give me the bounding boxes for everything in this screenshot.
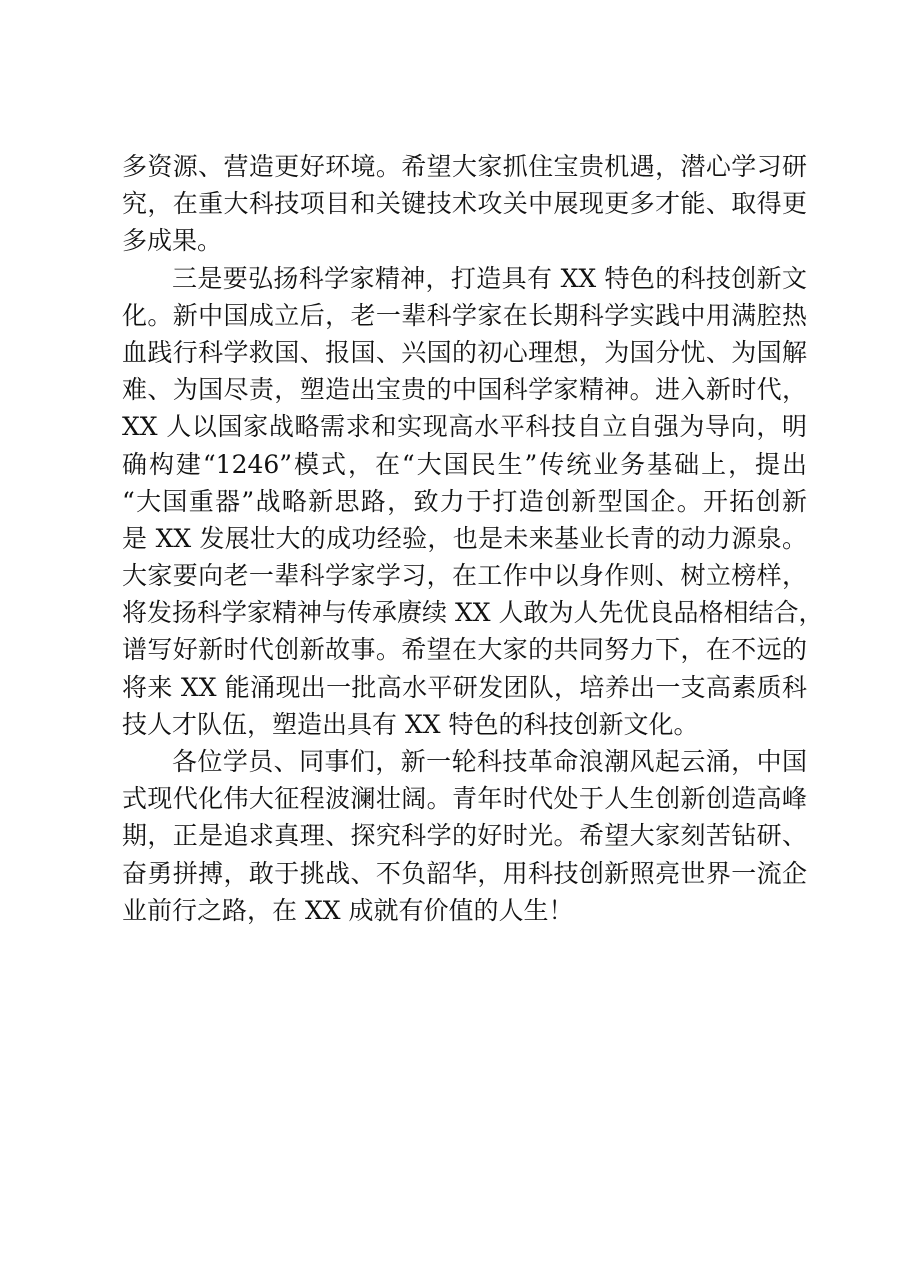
- text-line: 谱写好新时代创新故事。希望在大家的共同努力下，在不远的: [122, 635, 807, 665]
- text-line: 技人才队伍，塑造出具有 XX 特色的科技创新文化。: [122, 709, 699, 739]
- text-line: 确构建“1246”模式，在“大国民生”传统业务基础上，提出: [122, 449, 807, 479]
- text-line: 将来 XX 能涌现出一批高水平研发团队，培养出一支高素质科: [122, 672, 807, 702]
- text-line: 业前行之路，在 XX 成就有价值的人生！: [122, 895, 574, 925]
- text-line: 究，在重大科技项目和关键技术攻关中展现更多才能、取得更: [122, 189, 807, 219]
- text-line: XX 人以国家战略需求和实现高水平科技自立自强为导向，明: [122, 412, 807, 442]
- text-line: 是 XX 发展壮大的成功经验，也是未来基业长青的动力源泉。: [122, 523, 807, 553]
- text-line: 多资源、营造更好环境。希望大家抓住宝贵机遇，潜心学习研: [122, 152, 807, 181]
- paragraph-2: [122, 260, 824, 743]
- paragraph-1: [122, 148, 807, 260]
- text-line: 化。新中国成立后，老一辈科学家在长期科学实践中用满腔热: [122, 300, 807, 330]
- text-line: 大家要向老一辈科学家学习，在工作中以身作则、树立榜样，: [122, 561, 807, 591]
- text-line: 将发扬科学家精神与传承赓续 XX 人敢为人先优良品格相结合，: [122, 598, 824, 628]
- text-line: “大国重器”战略新思路，致力于打造创新型国企。开拓创新: [122, 486, 807, 516]
- body-text: [122, 148, 824, 929]
- text-line: 三是要弘扬科学家精神，打造具有 XX 特色的科技创新文: [172, 263, 807, 293]
- text-line: 多成果。: [122, 226, 223, 256]
- text-line: 期，正是追求真理、探究科学的好时光。希望大家刻苦钻研、: [122, 821, 807, 851]
- text-line: 各位学员、同事们，新一轮科技革命浪潮风起云涌，中国: [172, 747, 807, 776]
- text-line: 式现代化伟大征程波澜壮阔。青年时代处于人生创新创造高峰: [122, 784, 807, 814]
- text-line: 血践行科学救国、报国、兴国的初心理想，为国分忧、为国解: [122, 337, 807, 367]
- paragraph-3: [122, 743, 807, 929]
- text-line: 难、为国尽责，塑造出宝贵的中国科学家精神。进入新时代，: [122, 375, 807, 405]
- text-line: 奋勇拼搏，敢于挑战、不负韶华，用科技创新照亮世界一流企: [122, 858, 807, 888]
